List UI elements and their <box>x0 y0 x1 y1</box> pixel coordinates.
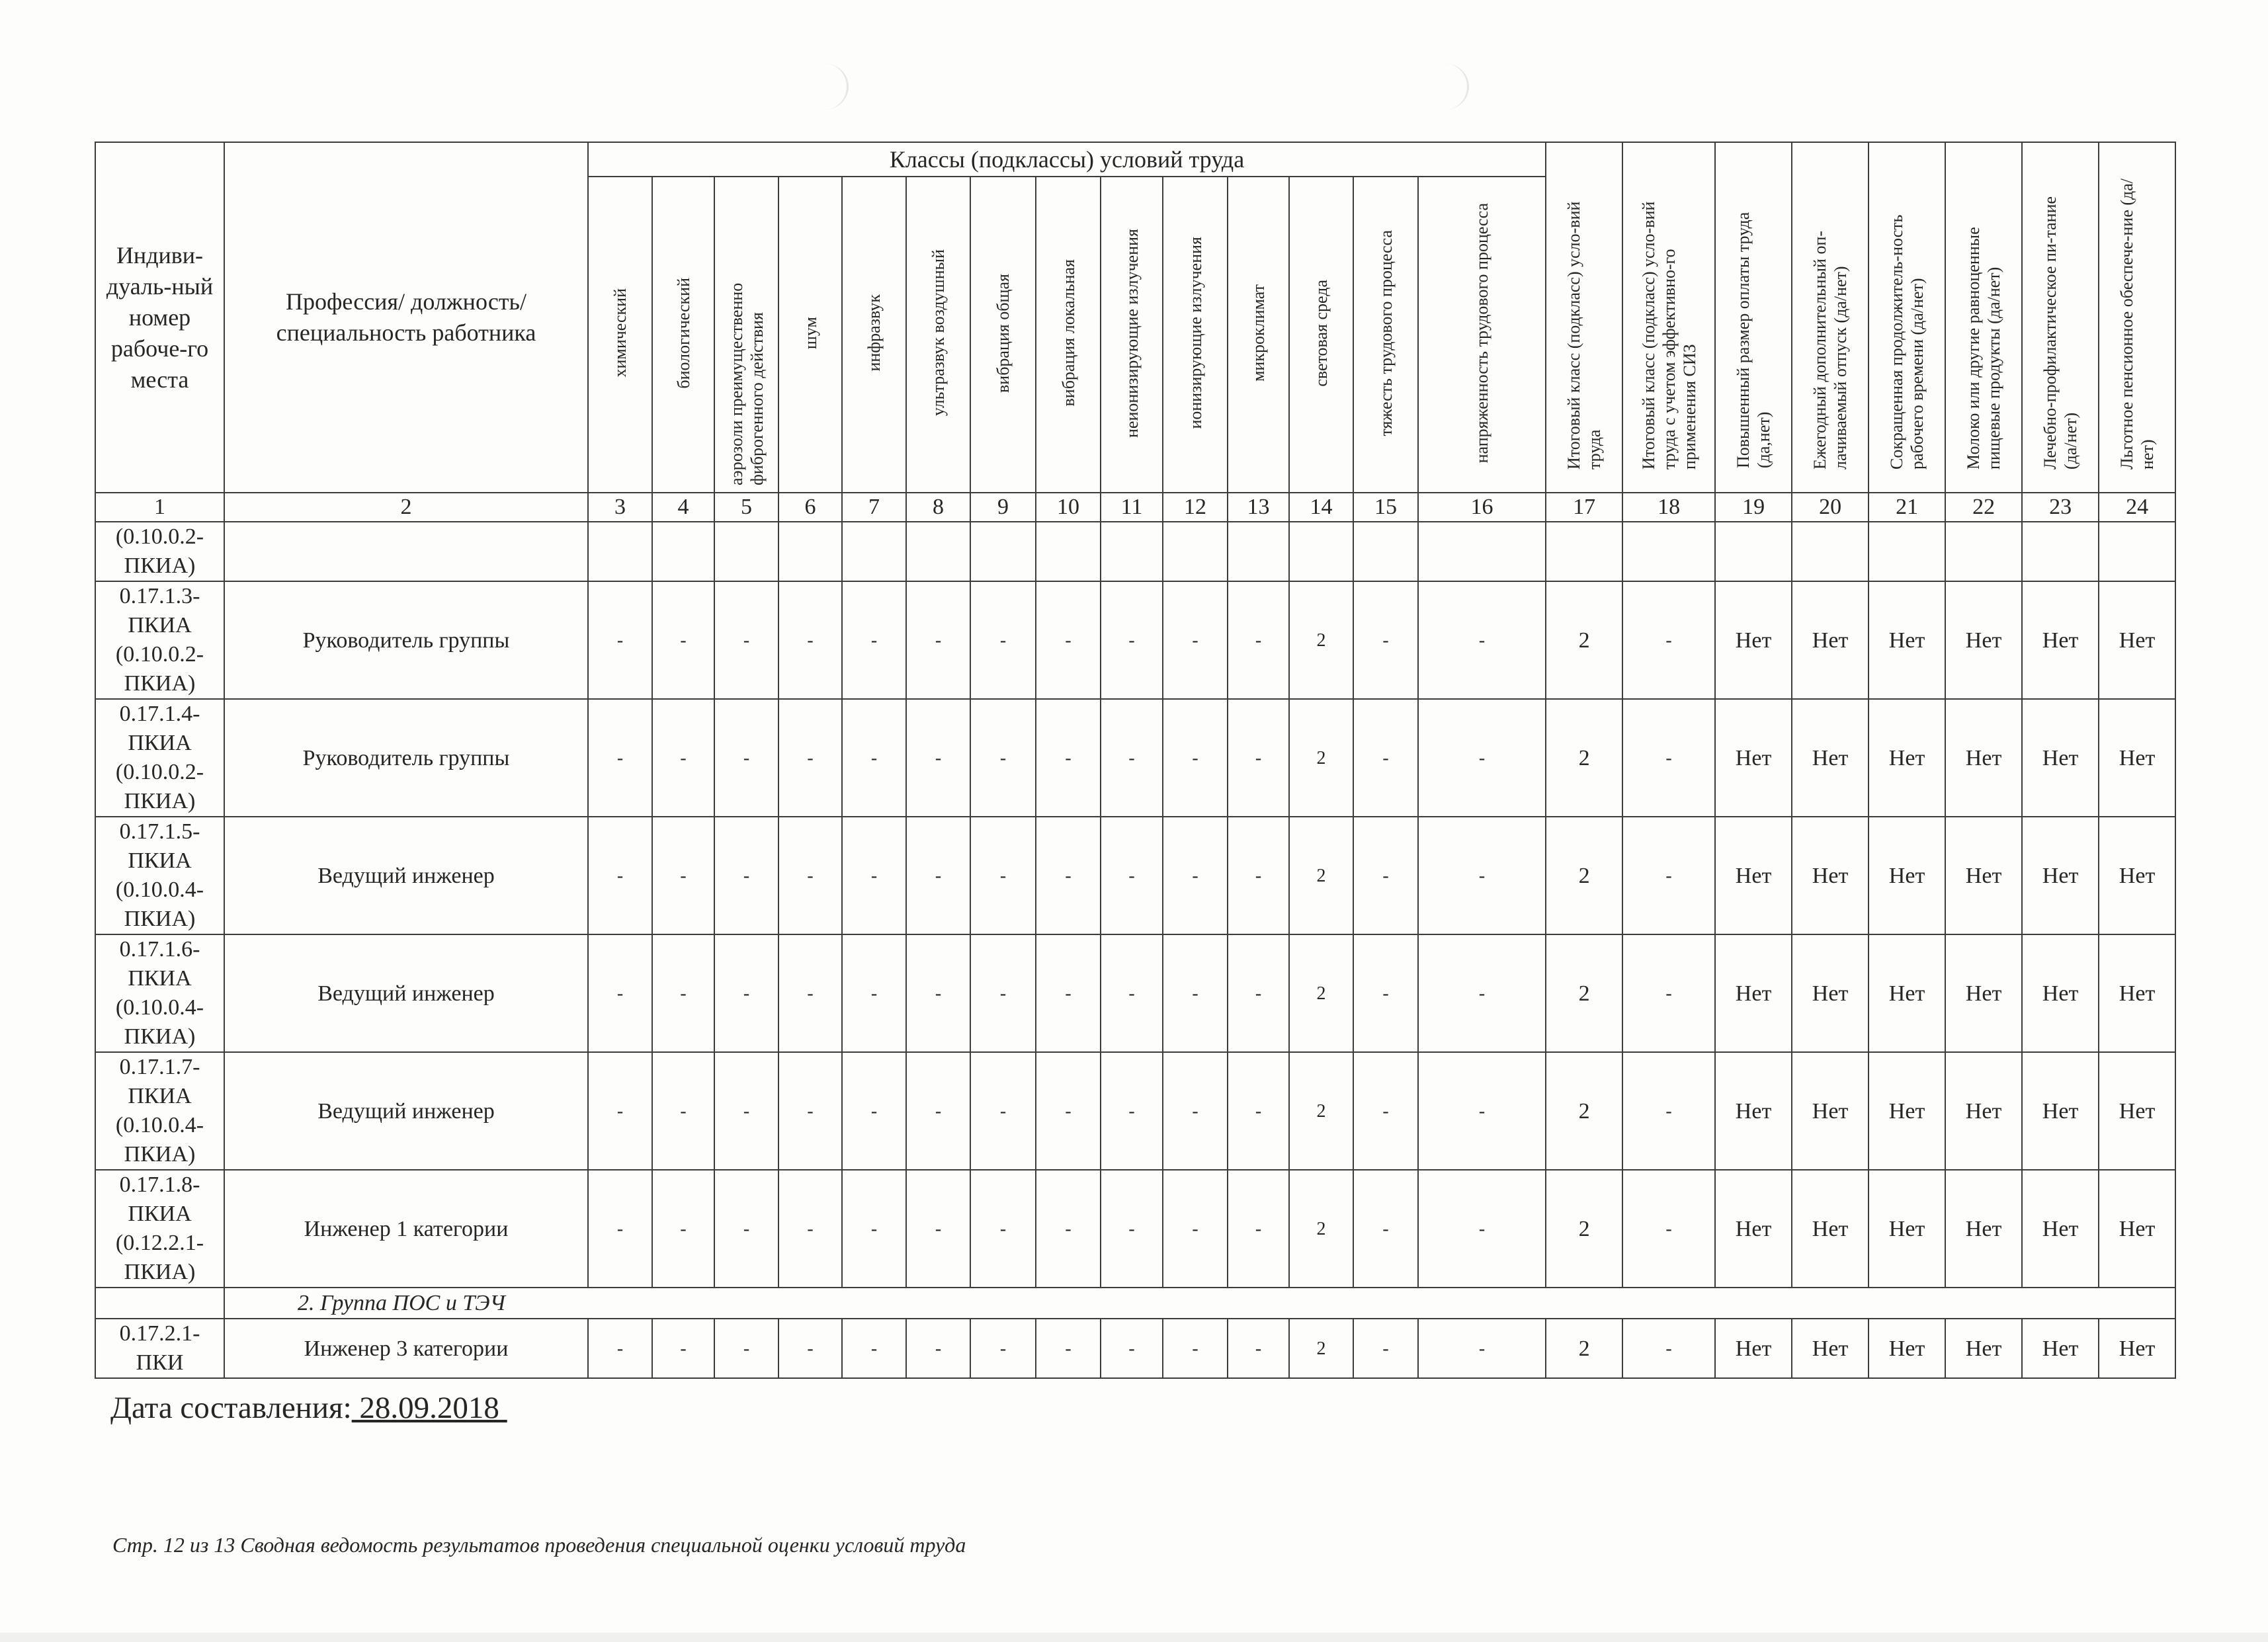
column-number: 5 <box>714 493 778 522</box>
column-number: 19 <box>1715 493 1792 522</box>
factor-class: - <box>1418 817 1546 934</box>
factor-class: - <box>714 1170 778 1288</box>
factor-class: - <box>588 1052 652 1170</box>
page-edge <box>0 1633 2268 1642</box>
factor-class: - <box>1418 581 1546 699</box>
benefit: Нет <box>1945 934 2022 1052</box>
punch-hole-mark <box>800 63 849 110</box>
factor-class: - <box>1228 817 1289 934</box>
header-workplace-number: Индиви-дуаль-ный номер рабоче-го места <box>95 142 224 493</box>
header-factor: напряженность трудового процесса <box>1418 177 1546 493</box>
factor-class: - <box>1101 934 1163 1052</box>
benefit: Нет <box>1715 1319 1792 1378</box>
benefit: Нет <box>1792 934 1869 1052</box>
table-row <box>95 1170 2175 1288</box>
factor-class: - <box>842 581 906 699</box>
benefit: Нет <box>2022 1170 2099 1288</box>
row-continuation-id: (0.10.0.2-ПКИА) <box>95 522 224 581</box>
factor-class: - <box>1353 581 1418 699</box>
benefit: Нет <box>2099 1170 2175 1288</box>
factor-class: - <box>906 934 970 1052</box>
column-number: 23 <box>2022 493 2099 522</box>
final-class: 2 <box>1546 1170 1622 1288</box>
factor-class: - <box>1228 1319 1289 1378</box>
final-class-siz: - <box>1622 1170 1715 1288</box>
column-number: 20 <box>1792 493 1869 522</box>
factor-class: - <box>588 817 652 934</box>
profession: Руководитель группы <box>224 581 588 699</box>
benefit: Нет <box>1869 581 1945 699</box>
factor-class: - <box>1353 699 1418 817</box>
compilation-date <box>110 1390 507 1426</box>
factor-class: - <box>1228 1170 1289 1288</box>
header-extra-leave: Ежегодный дополнительный оп-лачиваемый отпуск (да/нет) <box>1792 142 1869 493</box>
header-factor: инфразвук <box>842 177 906 493</box>
page-footer-note: Стр. 12 из 13 Сводная ведомость результатов проведения специальной оценки условий труда <box>112 1533 966 1557</box>
final-class: 2 <box>1546 581 1622 699</box>
final-class-siz: - <box>1622 699 1715 817</box>
factor-class: - <box>970 699 1036 817</box>
factor-class: 2 <box>1289 934 1353 1052</box>
benefit: Нет <box>1715 581 1792 699</box>
benefit: Нет <box>1945 1170 2022 1288</box>
factor-class: - <box>652 581 714 699</box>
factor-class: - <box>588 581 652 699</box>
factor-class: - <box>714 1319 778 1378</box>
factor-class: - <box>906 699 970 817</box>
table-row <box>95 934 2175 1052</box>
header-factor: вибрация локальная <box>1036 177 1101 493</box>
benefit: Нет <box>1792 581 1869 699</box>
column-number: 17 <box>1546 493 1622 522</box>
benefit: Нет <box>1869 1052 1945 1170</box>
benefit: Нет <box>1715 1170 1792 1288</box>
profession: Инженер 1 категории <box>224 1170 588 1288</box>
factor-class: - <box>1163 1170 1228 1288</box>
factor-class: - <box>1353 817 1418 934</box>
table-row <box>95 699 2175 817</box>
header-factor: биологический <box>652 177 714 493</box>
header-factor: вибрация общая <box>970 177 1036 493</box>
factor-class: - <box>1101 581 1163 699</box>
factor-class: - <box>1036 934 1101 1052</box>
table-row <box>95 817 2175 934</box>
benefit: Нет <box>1715 934 1792 1052</box>
column-number: 11 <box>1101 493 1163 522</box>
factor-class: 2 <box>1289 1052 1353 1170</box>
benefit: Нет <box>1792 817 1869 934</box>
column-number: 2 <box>224 493 588 522</box>
final-class: 2 <box>1546 817 1622 934</box>
date-value: 28.09.2018 <box>351 1391 507 1425</box>
workplace-id: 0.17.1.4-ПКИА (0.10.0.2-ПКИА) <box>95 699 224 817</box>
column-number: 15 <box>1353 493 1418 522</box>
benefit: Нет <box>2099 581 2175 699</box>
group-row <box>95 1288 2175 1319</box>
benefit: Нет <box>1945 817 2022 934</box>
header-classes-group: Классы (подклассы) условий труда <box>588 142 1546 177</box>
factor-class: - <box>906 1319 970 1378</box>
final-class-siz: - <box>1622 934 1715 1052</box>
factor-class: 2 <box>1289 699 1353 817</box>
factor-class: - <box>778 699 842 817</box>
header-factor: ультразвук воздушный <box>906 177 970 493</box>
factor-class: - <box>906 1052 970 1170</box>
factor-class: - <box>906 817 970 934</box>
factor-class: - <box>714 934 778 1052</box>
header-increased-pay: Повышенный размер оплаты труда (да,нет) <box>1715 142 1792 493</box>
benefit: Нет <box>2099 699 2175 817</box>
profession: Ведущий инженер <box>224 1052 588 1170</box>
header-reduced-hours: Сокращенная продолжитель-ность рабочего времени (да/нет) <box>1869 142 1945 493</box>
factor-class: - <box>652 1052 714 1170</box>
table-row <box>95 581 2175 699</box>
factor-class: - <box>588 699 652 817</box>
column-number: 16 <box>1418 493 1546 522</box>
factor-class: - <box>842 699 906 817</box>
column-number: 7 <box>842 493 906 522</box>
profession: Ведущий инженер <box>224 817 588 934</box>
column-number: 6 <box>778 493 842 522</box>
workplace-id: 0.17.1.8-ПКИА (0.12.2.1-ПКИА) <box>95 1170 224 1288</box>
column-number: 10 <box>1036 493 1101 522</box>
header-therapeutic-food: Лечебно-профилактическое пи-тание (да/нет) <box>2022 142 2099 493</box>
column-number: 24 <box>2099 493 2175 522</box>
benefit: Нет <box>1715 817 1792 934</box>
final-class: 2 <box>1546 1052 1622 1170</box>
header-milk: Молоко или другие равноценные пищевые продукты (да/нет) <box>1945 142 2022 493</box>
factor-class: - <box>906 1170 970 1288</box>
header-pension: Льготное пенсионное обеспече-ние (да/нет) <box>2099 142 2175 493</box>
workplace-id: 0.17.1.5-ПКИА (0.10.0.4-ПКИА) <box>95 817 224 934</box>
factor-class: - <box>1163 817 1228 934</box>
final-class-siz: - <box>1622 817 1715 934</box>
benefit: Нет <box>2099 1052 2175 1170</box>
factor-class: - <box>778 1319 842 1378</box>
column-number: 14 <box>1289 493 1353 522</box>
table-row <box>95 1319 2175 1378</box>
factor-class: - <box>1418 1170 1546 1288</box>
benefit: Нет <box>2099 1319 2175 1378</box>
header-factor: световая среда <box>1289 177 1353 493</box>
benefit: Нет <box>2022 581 2099 699</box>
factor-class: - <box>1163 699 1228 817</box>
header-factor: неионизирующие излучения <box>1101 177 1163 493</box>
final-class: 2 <box>1546 699 1622 817</box>
factor-class: - <box>970 817 1036 934</box>
factor-class: - <box>714 817 778 934</box>
header-factor: тяжесть трудового процесса <box>1353 177 1418 493</box>
factor-class: - <box>1228 934 1289 1052</box>
benefit: Нет <box>1792 1170 1869 1288</box>
factor-class: - <box>970 1052 1036 1170</box>
factor-class: - <box>842 1170 906 1288</box>
benefit: Нет <box>1869 699 1945 817</box>
factor-class: - <box>588 934 652 1052</box>
factor-class: - <box>842 817 906 934</box>
column-number: 18 <box>1622 493 1715 522</box>
column-number: 12 <box>1163 493 1228 522</box>
factor-class: - <box>652 699 714 817</box>
factor-class: - <box>1418 934 1546 1052</box>
final-class-siz: - <box>1622 1319 1715 1378</box>
header-factor: ионизирующие излучения <box>1163 177 1228 493</box>
factor-class: - <box>588 1319 652 1378</box>
benefit: Нет <box>2022 817 2099 934</box>
factor-class: - <box>714 1052 778 1170</box>
factor-class: - <box>652 934 714 1052</box>
factor-class: - <box>842 1319 906 1378</box>
header-factor: аэрозоли преимущественно фиброгенного действия <box>714 177 778 493</box>
factor-class: - <box>1228 581 1289 699</box>
profession: Руководитель группы <box>224 699 588 817</box>
factor-class: - <box>1418 699 1546 817</box>
factor-class: - <box>970 1319 1036 1378</box>
profession: Инженер 3 категории <box>224 1319 588 1378</box>
column-number: 21 <box>1869 493 1945 522</box>
workplace-id: 0.17.2.1-ПКИ <box>95 1319 224 1378</box>
column-number: 13 <box>1228 493 1289 522</box>
column-number: 8 <box>906 493 970 522</box>
factor-class: 2 <box>1289 1319 1353 1378</box>
factor-class: - <box>1101 1170 1163 1288</box>
factor-class: 2 <box>1289 581 1353 699</box>
table-row <box>95 1052 2175 1170</box>
factor-class: - <box>652 817 714 934</box>
benefit: Нет <box>1869 1170 1945 1288</box>
column-number: 3 <box>588 493 652 522</box>
factor-class: - <box>906 581 970 699</box>
benefit: Нет <box>1945 699 2022 817</box>
benefit: Нет <box>1869 1319 1945 1378</box>
factor-class: 2 <box>1289 817 1353 934</box>
factor-class: - <box>1036 817 1101 934</box>
factor-class: - <box>778 1052 842 1170</box>
factor-class: - <box>588 1170 652 1288</box>
punch-hole-mark <box>1421 63 1469 110</box>
benefit: Нет <box>1715 699 1792 817</box>
benefit: Нет <box>2099 817 2175 934</box>
header-final-class-siz: Итоговый класс (подкласс) усло-вий труда с учетом эффективно-го применения СИЗ <box>1622 142 1715 493</box>
factor-class: 2 <box>1289 1170 1353 1288</box>
factor-class: - <box>1036 1052 1101 1170</box>
benefit: Нет <box>1792 699 1869 817</box>
benefit: Нет <box>1869 934 1945 1052</box>
sout-summary-table <box>95 142 2176 1379</box>
factor-class: - <box>1353 1052 1418 1170</box>
factor-class: - <box>1163 934 1228 1052</box>
benefit: Нет <box>2022 1052 2099 1170</box>
factor-class: - <box>1163 1052 1228 1170</box>
header-profession: Профессия/ должность/ специальность работника <box>224 142 588 493</box>
benefit: Нет <box>1945 1052 2022 1170</box>
factor-class: - <box>1036 699 1101 817</box>
factor-class: - <box>1036 1319 1101 1378</box>
final-class-siz: - <box>1622 1052 1715 1170</box>
factor-class: - <box>1163 581 1228 699</box>
factor-class: - <box>1353 1319 1418 1378</box>
final-class: 2 <box>1546 934 1622 1052</box>
factor-class: - <box>1228 699 1289 817</box>
column-number: 1 <box>95 493 224 522</box>
factor-class: - <box>652 1170 714 1288</box>
benefit: Нет <box>1715 1052 1792 1170</box>
final-class-siz: - <box>1622 581 1715 699</box>
header-final-class: Итоговый класс (подкласс) усло-вий труда <box>1546 142 1622 493</box>
factor-class: - <box>1101 817 1163 934</box>
benefit: Нет <box>1945 581 2022 699</box>
workplace-id: 0.17.1.3-ПКИА (0.10.0.2-ПКИА) <box>95 581 224 699</box>
benefit: Нет <box>1945 1319 2022 1378</box>
benefit: Нет <box>2022 934 2099 1052</box>
factor-class: - <box>970 1170 1036 1288</box>
final-class: 2 <box>1546 1319 1622 1378</box>
benefit: Нет <box>1869 817 1945 934</box>
factor-class: - <box>652 1319 714 1378</box>
header-factor: микроклимат <box>1228 177 1289 493</box>
profession: Ведущий инженер <box>224 934 588 1052</box>
factor-class: - <box>1101 1052 1163 1170</box>
group-label: 2. Группа ПОС и ТЭЧ <box>224 1288 2175 1319</box>
factor-class: - <box>1228 1052 1289 1170</box>
factor-class: - <box>778 934 842 1052</box>
factor-class: - <box>970 934 1036 1052</box>
header-factor: шум <box>778 177 842 493</box>
factor-class: - <box>1101 699 1163 817</box>
date-label: Дата составления: <box>110 1391 352 1425</box>
factor-class: - <box>970 581 1036 699</box>
benefit: Нет <box>2022 699 2099 817</box>
factor-class: - <box>778 581 842 699</box>
workplace-id: 0.17.1.6-ПКИА (0.10.0.4-ПКИА) <box>95 934 224 1052</box>
factor-class: - <box>1353 934 1418 1052</box>
factor-class: - <box>714 699 778 817</box>
benefit: Нет <box>1792 1319 1869 1378</box>
column-number: 9 <box>970 493 1036 522</box>
benefit: Нет <box>2099 934 2175 1052</box>
factor-class: - <box>778 817 842 934</box>
factor-class: - <box>778 1170 842 1288</box>
benefit: Нет <box>1792 1052 1869 1170</box>
column-number: 22 <box>1945 493 2022 522</box>
factor-class: - <box>1418 1052 1546 1170</box>
header-factor: химический <box>588 177 652 493</box>
factor-class: - <box>842 934 906 1052</box>
workplace-id: 0.17.1.7-ПКИА (0.10.0.4-ПКИА) <box>95 1052 224 1170</box>
factor-class: - <box>1418 1319 1546 1378</box>
factor-class: - <box>1101 1319 1163 1378</box>
factor-class: - <box>1036 1170 1101 1288</box>
factor-class: - <box>842 1052 906 1170</box>
factor-class: - <box>1353 1170 1418 1288</box>
benefit: Нет <box>2022 1319 2099 1378</box>
column-number: 4 <box>652 493 714 522</box>
factor-class: - <box>1036 581 1101 699</box>
factor-class: - <box>714 581 778 699</box>
factor-class: - <box>1163 1319 1228 1378</box>
